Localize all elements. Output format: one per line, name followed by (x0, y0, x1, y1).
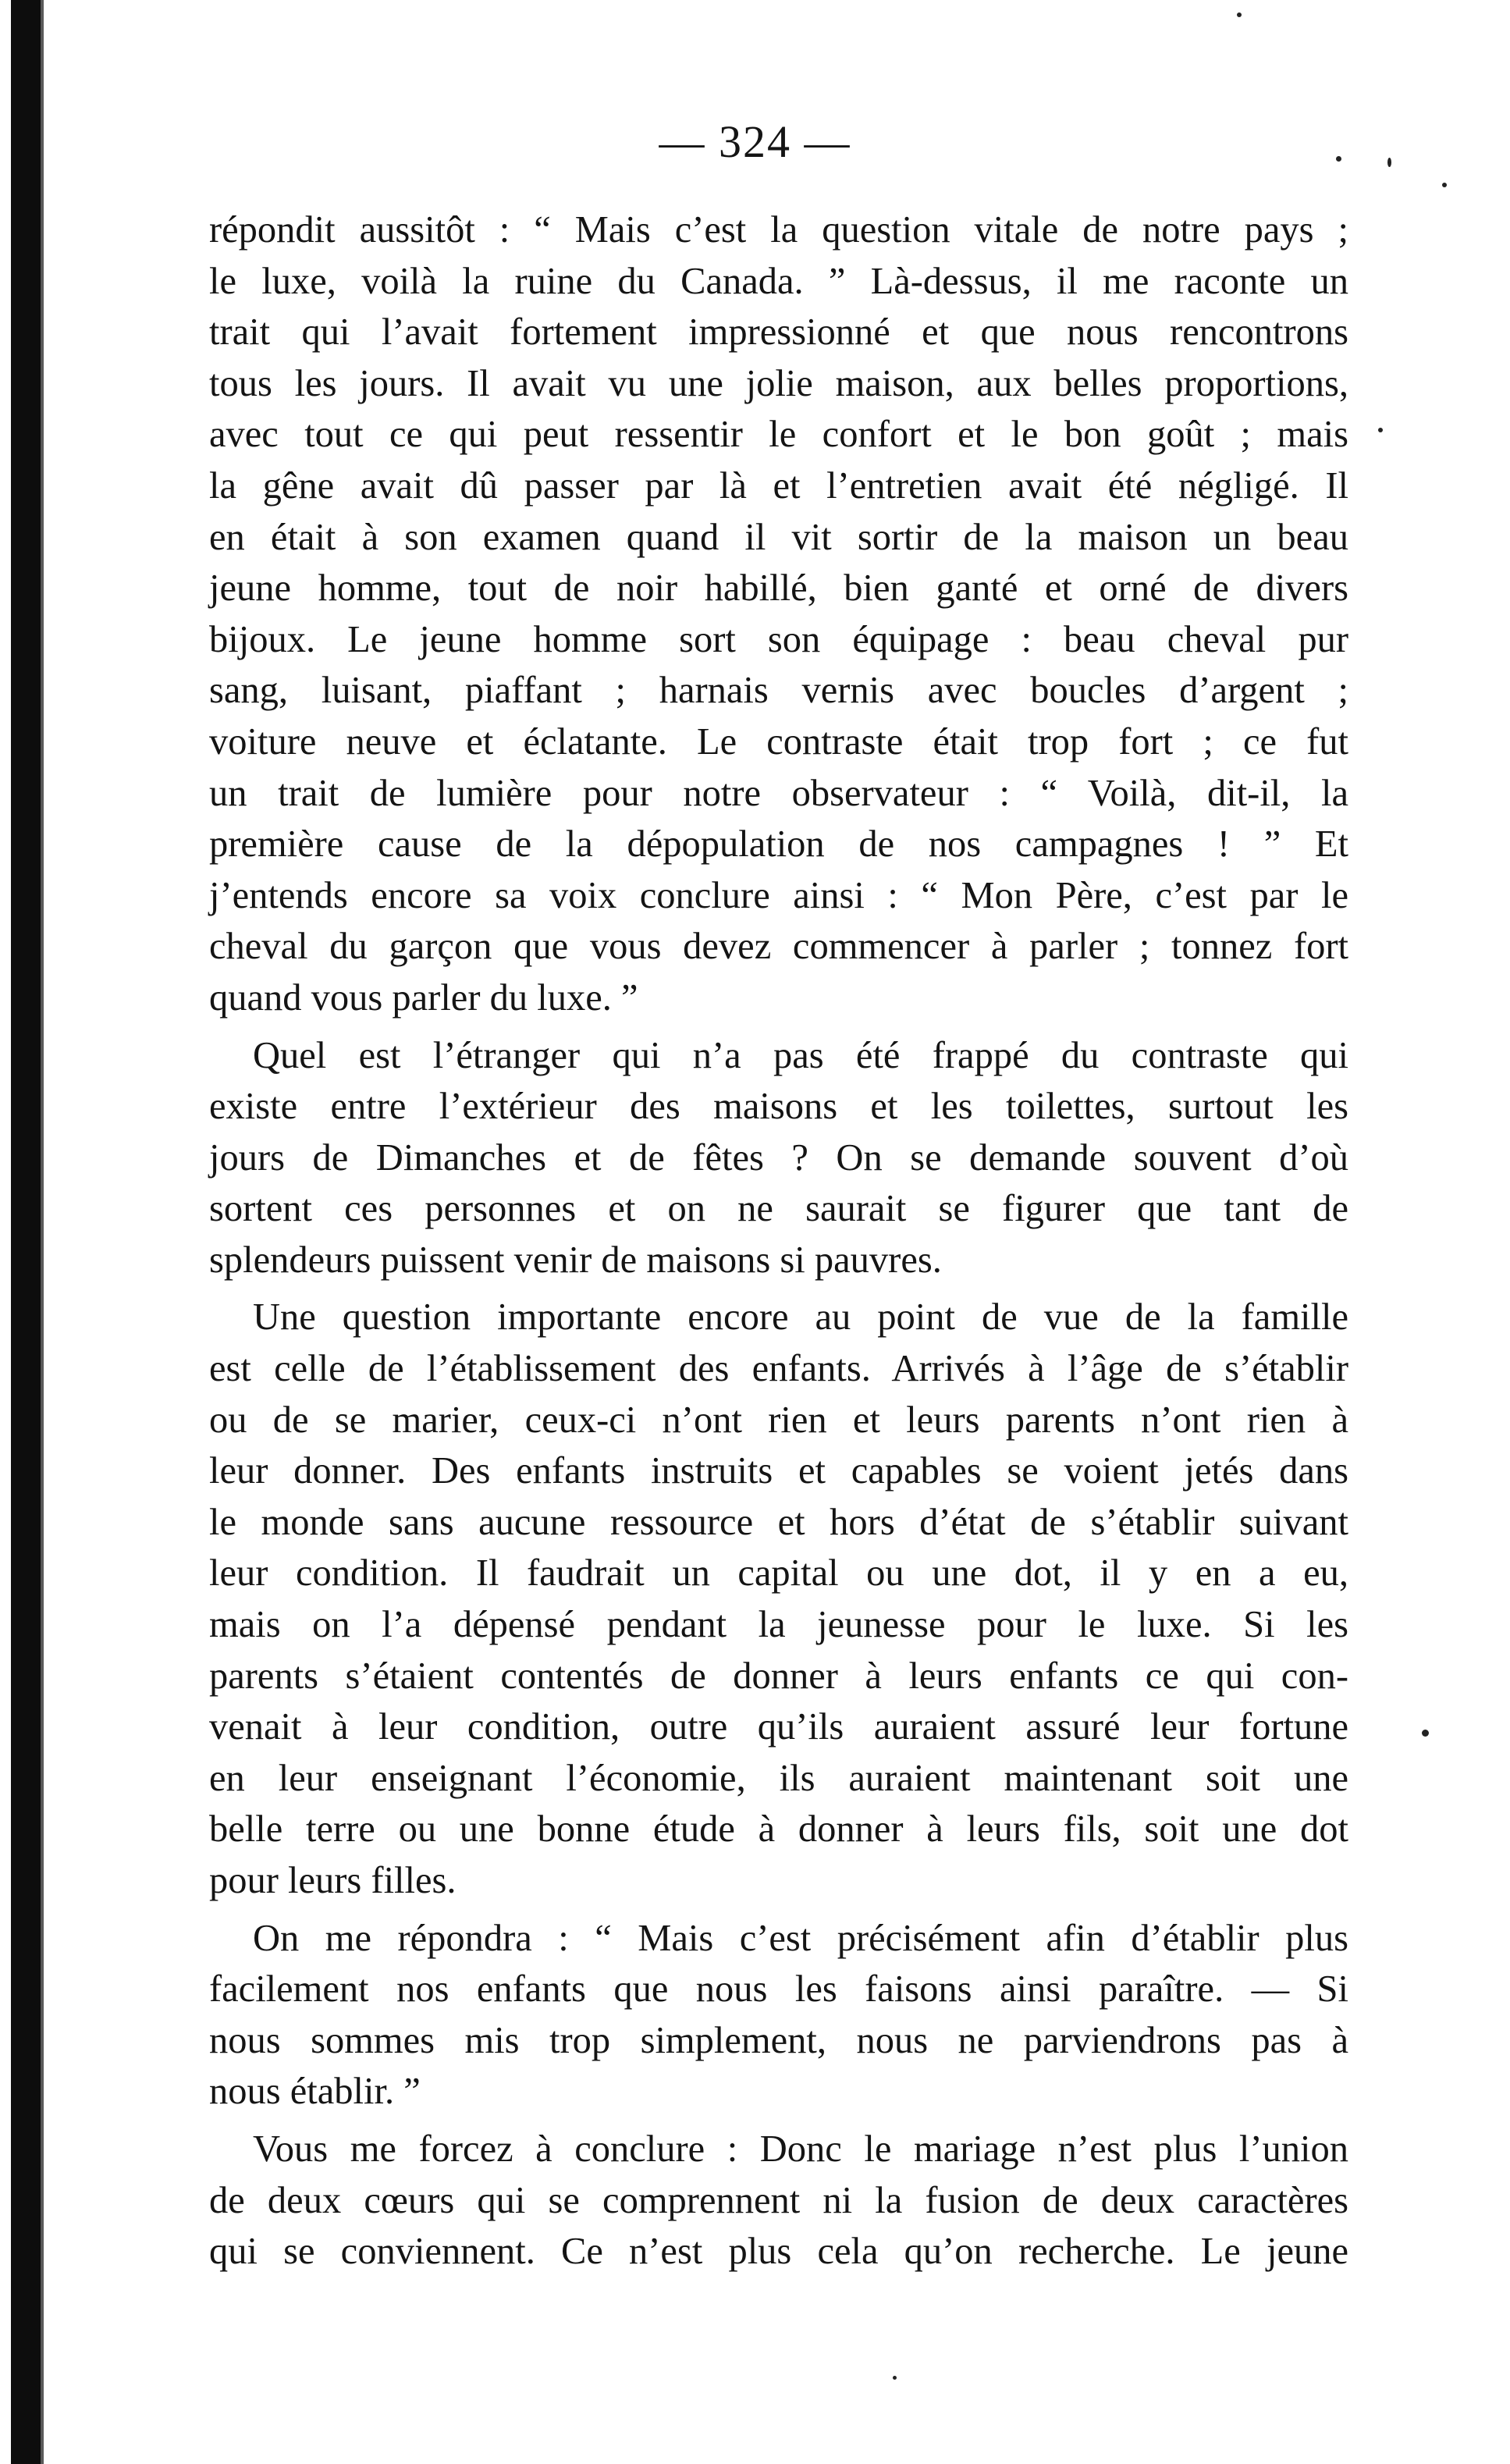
text-line: le monde sans aucune ressource et hors d’état de s’établir suivant (209, 1501, 1348, 1543)
page-number: — 324 — (659, 116, 851, 167)
text-line: cheval du garçon que vous devez commencer à parler ; tonnez fort (209, 926, 1348, 968)
text-line: en était à son examen quand il vit sortir de la maison un beau (209, 516, 1348, 558)
text-line: parents s’étaient contentés de donner à leurs enfants ce qui con- (209, 1655, 1348, 1697)
text-line: venait à leur condition, outre qu’ils auraient assuré leur fortune (209, 1706, 1348, 1748)
text-line: facilement nos enfants que nous les faisons ainsi paraître. — Si (209, 1968, 1348, 2011)
text-line: On me répondra : “ Mais c’est précisément afin d’établir plus (253, 1917, 1348, 1959)
ink-speck (893, 2376, 897, 2380)
text-line: avec tout ce qui peut ressentir le confort et le bon goût ; mais (209, 414, 1348, 456)
text-line: sang, luisant, piaffant ; harnais vernis avec boucles d’argent ; (209, 670, 1348, 712)
ink-speck (1442, 183, 1447, 187)
binding-edge-shadow (41, 0, 44, 2464)
ink-speck (1378, 428, 1383, 432)
text-line: Quel est l’étranger qui n’a pas été frappé du contraste qui (253, 1034, 1348, 1076)
text-line: de deux cœurs qui se comprennent ni la fusion de deux caractères (209, 2179, 1348, 2221)
text-line: quand vous parler du luxe. ” (209, 976, 638, 1019)
text-line: pour leurs filles. (209, 1860, 457, 1901)
text-line: répondit aussitôt : “ Mais c’est la question vitale de notre pays ; (209, 209, 1348, 251)
text-line: un trait de lumière pour notre observateur : “ Voilà, dit-il, la (209, 772, 1348, 814)
text-line: trait qui l’avait fortement impressionné et que nous rencontrons (209, 311, 1348, 354)
binding-edge (11, 0, 41, 2464)
paragraph (209, 1913, 1348, 2117)
ink-speck (1336, 156, 1341, 162)
text-line: leur condition. Il faudrait un capital ou une dot, il y en a eu, (209, 1552, 1348, 1595)
text-line: voiture neuve et éclatante. Le contraste était trop fort ; ce fut (209, 720, 1348, 763)
paragraph (209, 1292, 1348, 1906)
text-line: nous établir. ” (209, 2071, 421, 2113)
text-line: en leur enseignant l’économie, ils auraient maintenant soit une (209, 1757, 1348, 1799)
text-line: jeune homme, tout de noir habillé, bien ganté et orné de divers (209, 567, 1348, 610)
text-line: sortent ces personnes et on ne saurait se figurer que tant de (209, 1188, 1348, 1230)
text-line: la gêne avait dû passer par là et l’entretien avait été négligé. Il (209, 464, 1348, 507)
text-line: qui se conviennent. Ce n’est plus cela qu’on recherche. Le jeune (209, 2231, 1348, 2273)
paragraph (209, 204, 1348, 1024)
text-line: bijoux. Le jeune homme sort son équipage : beau cheval pur (209, 618, 1348, 660)
text-line: ou de se marier, ceux-ci n’ont rien et leurs parents n’ont rien à (209, 1399, 1348, 1441)
text-line: Vous me forcez à conclure : Donc le mariage n’est plus l’union (253, 2128, 1348, 2170)
paragraph (209, 1030, 1348, 1286)
text-line: tous les jours. Il avait vu une jolie maison, aux belles proportions, (209, 362, 1348, 404)
text-line: mais on l’a dépensé pendant la jeunesse pour le luxe. Si les (209, 1604, 1348, 1646)
text-line: est celle de l’établissement des enfants. Arrivés à l’âge de s’établir (209, 1348, 1348, 1390)
text-line: le luxe, voilà la ruine du Canada. ” Là-dessus, il me raconte un (209, 260, 1348, 302)
paragraph (209, 2124, 1348, 2277)
text-line: belle terre ou une bonne étude à donner à leurs fils, soit une dot (209, 1808, 1348, 1851)
text-line: première cause de la dépopulation de nos campagnes ! ” Et (209, 823, 1348, 866)
body-text (209, 204, 1348, 2277)
ink-speck (1237, 12, 1242, 17)
ink-speck (1387, 158, 1391, 167)
text-line: jours de Dimanches et de fêtes ? On se demande souvent d’où (209, 1136, 1348, 1179)
ink-speck (1422, 1730, 1429, 1737)
text-line: nous sommes mis trop simplement, nous ne parviendrons pas à (209, 2019, 1348, 2061)
text-line: splendeurs puissent venir de maisons si pauvres. (209, 1239, 942, 1281)
text-line: Une question importante encore au point de vue de la famille (253, 1296, 1348, 1339)
text-line: leur donner. Des enfants instruits et capables se voient jetés dans (209, 1450, 1348, 1492)
text-line: existe entre l’extérieur des maisons et les toilettes, surtout les (209, 1086, 1348, 1128)
text-line: j’entends encore sa voix conclure ainsi : “ Mon Père, c’est par le (209, 874, 1348, 916)
